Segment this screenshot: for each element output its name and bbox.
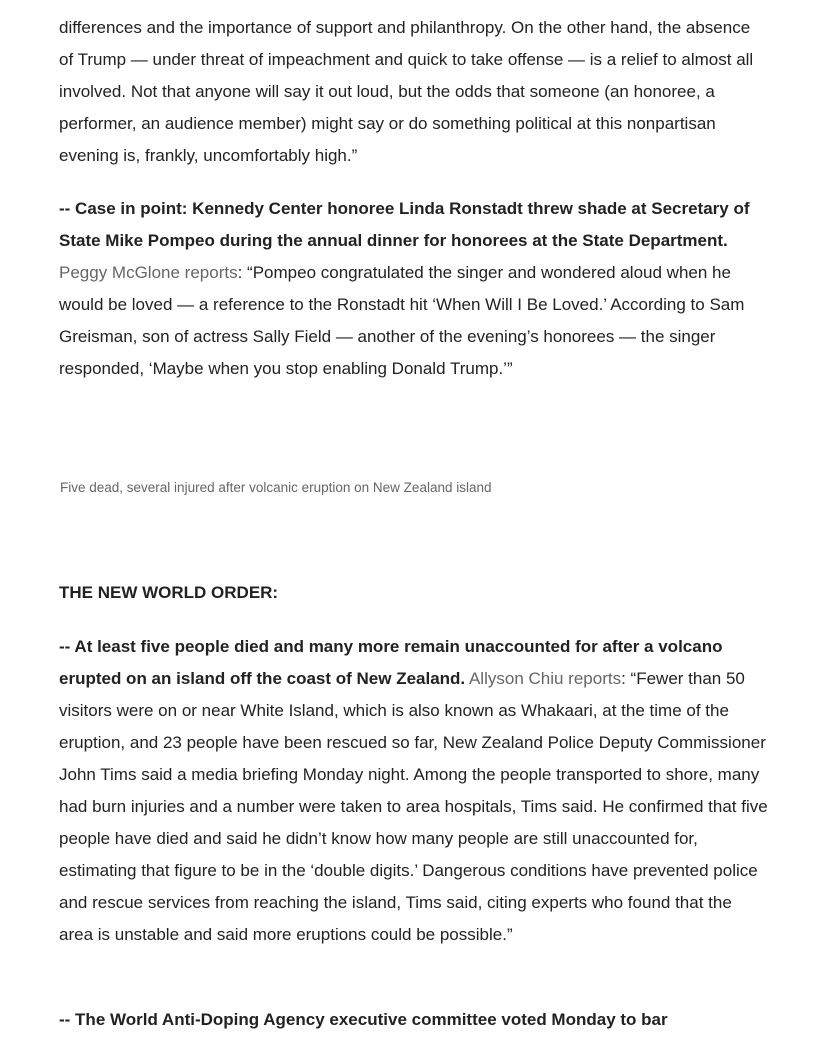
- article-paragraph-volcano: [59, 631, 769, 951]
- article-paragraph-ronstadt: [59, 193, 769, 385]
- reporter-link-allyson-chiu[interactable]: Allyson Chiu reports: [468, 669, 622, 688]
- section-heading: THE NEW WORLD ORDER:: [59, 583, 279, 602]
- paragraph-lead: -- Case in point: Kennedy Center honoree Linda Ronstadt threw shade at Secretary of State Mike Pompeo during the annual dinner for honorees at the State Department.: [59, 199, 750, 250]
- paragraph-text: differences and the importance of support and philanthropy. On the other hand, the absence of Trump — under threat of impeachment and quick to take offense — is a relief to almost all involved. Not that anyone will say it out loud, but the odds that someone (an honoree, a performer, an audience member) might say or do something political at this nonpartisan evening is, frankly, uncomfortably high.”: [59, 18, 754, 165]
- reporter-link-peggy-mcglone[interactable]: Peggy McGlone reports: [59, 263, 238, 282]
- video-caption: Five dead, several injured after volcanic eruption on New Zealand island: [60, 480, 492, 495]
- paragraph-text: : “Fewer than 50 visitors were on or near White Island, which is also known as Whakaari, at the time of the eruption, and 23 people have been rescued so far, New Zealand Police Deputy Commissioner John Tims said a media briefing Monday night. Among the people transported to shore, many had burn injuries and a number were taken to area hospitals, Tims said. He confirmed that five people have died and said he didn’t know how many people are still unaccounted for, estimating that figure to be in the ‘double digits.’ Dangerous conditions have prevented police and rescue services from reaching the island, Tims said, citing experts who found that the area is unstable and said more eruptions could be possible.”: [59, 669, 768, 944]
- article-paragraph-trump-absence: [59, 12, 769, 172]
- paragraph-text: : “Pompeo congratulated the singer and wondered aloud when he would be loved — a reference to the Ronstadt hit ‘When Will I Be Loved.’ According to Sam Greisman, son of actress Sally Field — another of the evening’s honorees — the singer responded, ‘Maybe when you stop enabling Donald Trump.’”: [59, 263, 745, 378]
- paragraph-lead: -- At least five people died and many more remain unaccounted for after a volcano erupted on an island off the coast of New Zealand.: [59, 637, 723, 688]
- article-paragraph-wada: [59, 1004, 769, 1036]
- paragraph-lead: -- The World Anti-Doping Agency executive committee voted Monday to bar: [59, 1010, 668, 1029]
